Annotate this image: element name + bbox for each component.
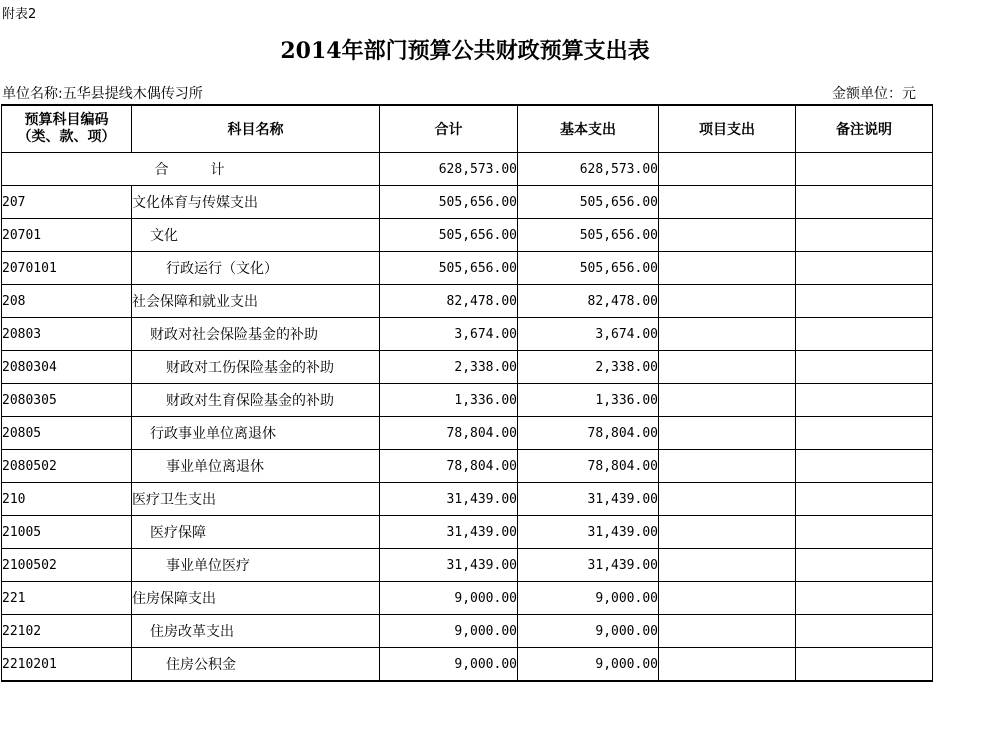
row-name: 住房保障支出 bbox=[132, 582, 380, 615]
row-project bbox=[659, 417, 796, 450]
row-total: 31,439.00 bbox=[380, 516, 518, 549]
row-remarks bbox=[796, 186, 933, 219]
row-code: 2070101 bbox=[2, 252, 132, 285]
row-name: 社会保障和就业支出 bbox=[132, 285, 380, 318]
header-code bbox=[2, 105, 132, 153]
row-total: 1,336.00 bbox=[380, 384, 518, 417]
row-basic: 505,656.00 bbox=[518, 219, 659, 252]
row-name: 医疗卫生支出 bbox=[132, 483, 380, 516]
row-code: 2210201 bbox=[2, 648, 132, 682]
row-code: 20803 bbox=[2, 318, 132, 351]
row-total: 78,804.00 bbox=[380, 417, 518, 450]
row-basic: 9,000.00 bbox=[518, 582, 659, 615]
table-row bbox=[2, 450, 933, 483]
row-remarks bbox=[796, 549, 933, 582]
row-remarks bbox=[796, 648, 933, 682]
row-project bbox=[659, 648, 796, 682]
row-total: 9,000.00 bbox=[380, 615, 518, 648]
total-label-b: 计 bbox=[210, 162, 227, 178]
row-code: 210 bbox=[2, 483, 132, 516]
row-total: 31,439.00 bbox=[380, 549, 518, 582]
table-row bbox=[2, 318, 933, 351]
header-name: 科目名称 bbox=[132, 105, 380, 153]
row-code: 2100502 bbox=[2, 549, 132, 582]
row-total: 9,000.00 bbox=[380, 648, 518, 682]
row-remarks bbox=[796, 450, 933, 483]
row-name: 住房改革支出 bbox=[132, 615, 380, 648]
row-project bbox=[659, 450, 796, 483]
table-row bbox=[2, 648, 933, 682]
row-remarks bbox=[796, 483, 933, 516]
row-basic: 1,336.00 bbox=[518, 384, 659, 417]
amount-unit: 金额单位：元 bbox=[832, 86, 916, 102]
row-remarks bbox=[796, 516, 933, 549]
table-row bbox=[2, 582, 933, 615]
row-project bbox=[659, 318, 796, 351]
unit-name: 单位名称:五华县提线木偶传习所 bbox=[2, 86, 203, 102]
header-basic: 基本支出 bbox=[518, 105, 659, 153]
table-row bbox=[2, 384, 933, 417]
row-total: 505,656.00 bbox=[380, 186, 518, 219]
row-code: 20805 bbox=[2, 417, 132, 450]
row-basic: 9,000.00 bbox=[518, 648, 659, 682]
row-basic: 82,478.00 bbox=[518, 285, 659, 318]
row-code: 207 bbox=[2, 186, 132, 219]
row-remarks bbox=[796, 219, 933, 252]
row-total: 505,656.00 bbox=[380, 252, 518, 285]
row-name: 行政运行（文化） bbox=[132, 252, 380, 285]
page-title: 2014年部门预算公共财政预算支出表 bbox=[280, 38, 650, 64]
row-remarks bbox=[796, 318, 933, 351]
row-remarks bbox=[796, 582, 933, 615]
row-total: 82,478.00 bbox=[380, 285, 518, 318]
row-total: 78,804.00 bbox=[380, 450, 518, 483]
header-row bbox=[2, 105, 933, 153]
table-row bbox=[2, 417, 933, 450]
row-basic: 78,804.00 bbox=[518, 450, 659, 483]
row-project bbox=[659, 615, 796, 648]
row-name: 事业单位医疗 bbox=[132, 549, 380, 582]
table-row bbox=[2, 483, 933, 516]
row-basic: 505,656.00 bbox=[518, 252, 659, 285]
total-total: 628,573.00 bbox=[380, 153, 518, 186]
table-row bbox=[2, 615, 933, 648]
row-code: 2080305 bbox=[2, 384, 132, 417]
row-basic: 31,439.00 bbox=[518, 516, 659, 549]
row-code: 2080502 bbox=[2, 450, 132, 483]
row-project bbox=[659, 285, 796, 318]
row-code: 20701 bbox=[2, 219, 132, 252]
row-basic: 31,439.00 bbox=[518, 483, 659, 516]
header-total: 合计 bbox=[380, 105, 518, 153]
row-code: 221 bbox=[2, 582, 132, 615]
row-remarks bbox=[796, 417, 933, 450]
table-row bbox=[2, 549, 933, 582]
attachment-label: 附表2 bbox=[2, 7, 37, 22]
row-total: 2,338.00 bbox=[380, 351, 518, 384]
row-name: 事业单位离退休 bbox=[132, 450, 380, 483]
row-remarks bbox=[796, 351, 933, 384]
row-code: 2080304 bbox=[2, 351, 132, 384]
row-total: 31,439.00 bbox=[380, 483, 518, 516]
row-basic: 9,000.00 bbox=[518, 615, 659, 648]
row-basic: 2,338.00 bbox=[518, 351, 659, 384]
row-basic: 505,656.00 bbox=[518, 186, 659, 219]
table-header bbox=[2, 105, 933, 153]
row-name: 行政事业单位离退休 bbox=[132, 417, 380, 450]
row-project bbox=[659, 219, 796, 252]
row-code: 21005 bbox=[2, 516, 132, 549]
header-project: 项目支出 bbox=[659, 105, 796, 153]
total-label-a: 合 bbox=[154, 162, 171, 178]
table-row bbox=[2, 252, 933, 285]
row-name: 财政对生育保险基金的补助 bbox=[132, 384, 380, 417]
row-project bbox=[659, 186, 796, 219]
row-name: 文化 bbox=[132, 219, 380, 252]
row-name: 文化体育与传媒支出 bbox=[132, 186, 380, 219]
header-remarks: 备注说明 bbox=[796, 105, 933, 153]
row-total: 9,000.00 bbox=[380, 582, 518, 615]
row-project bbox=[659, 384, 796, 417]
row-total: 505,656.00 bbox=[380, 219, 518, 252]
row-project bbox=[659, 582, 796, 615]
row-basic: 31,439.00 bbox=[518, 549, 659, 582]
row-remarks bbox=[796, 384, 933, 417]
total-project bbox=[659, 153, 796, 186]
row-remarks bbox=[796, 615, 933, 648]
header-code-line2: （类、款、项） bbox=[17, 129, 116, 145]
header-code-line1: 预算科目编码 bbox=[24, 112, 109, 128]
row-name: 财政对社会保险基金的补助 bbox=[132, 318, 380, 351]
table-row bbox=[2, 351, 933, 384]
row-name: 住房公积金 bbox=[132, 648, 380, 682]
budget-table bbox=[1, 104, 933, 682]
table-row bbox=[2, 285, 933, 318]
row-basic: 3,674.00 bbox=[518, 318, 659, 351]
row-total: 3,674.00 bbox=[380, 318, 518, 351]
row-name: 财政对工伤保险基金的补助 bbox=[132, 351, 380, 384]
total-basic: 628,573.00 bbox=[518, 153, 659, 186]
table-row bbox=[2, 516, 933, 549]
row-name: 医疗保障 bbox=[132, 516, 380, 549]
total-remarks bbox=[796, 153, 933, 186]
table-body bbox=[2, 153, 933, 682]
row-code: 22102 bbox=[2, 615, 132, 648]
row-code: 208 bbox=[2, 285, 132, 318]
row-remarks bbox=[796, 285, 933, 318]
table-row bbox=[2, 219, 933, 252]
row-remarks bbox=[796, 252, 933, 285]
row-project bbox=[659, 351, 796, 384]
row-project bbox=[659, 252, 796, 285]
row-project bbox=[659, 483, 796, 516]
table-row bbox=[2, 186, 933, 219]
row-basic: 78,804.00 bbox=[518, 417, 659, 450]
total-row bbox=[2, 153, 933, 186]
row-project bbox=[659, 549, 796, 582]
total-label bbox=[2, 153, 380, 186]
row-project bbox=[659, 516, 796, 549]
